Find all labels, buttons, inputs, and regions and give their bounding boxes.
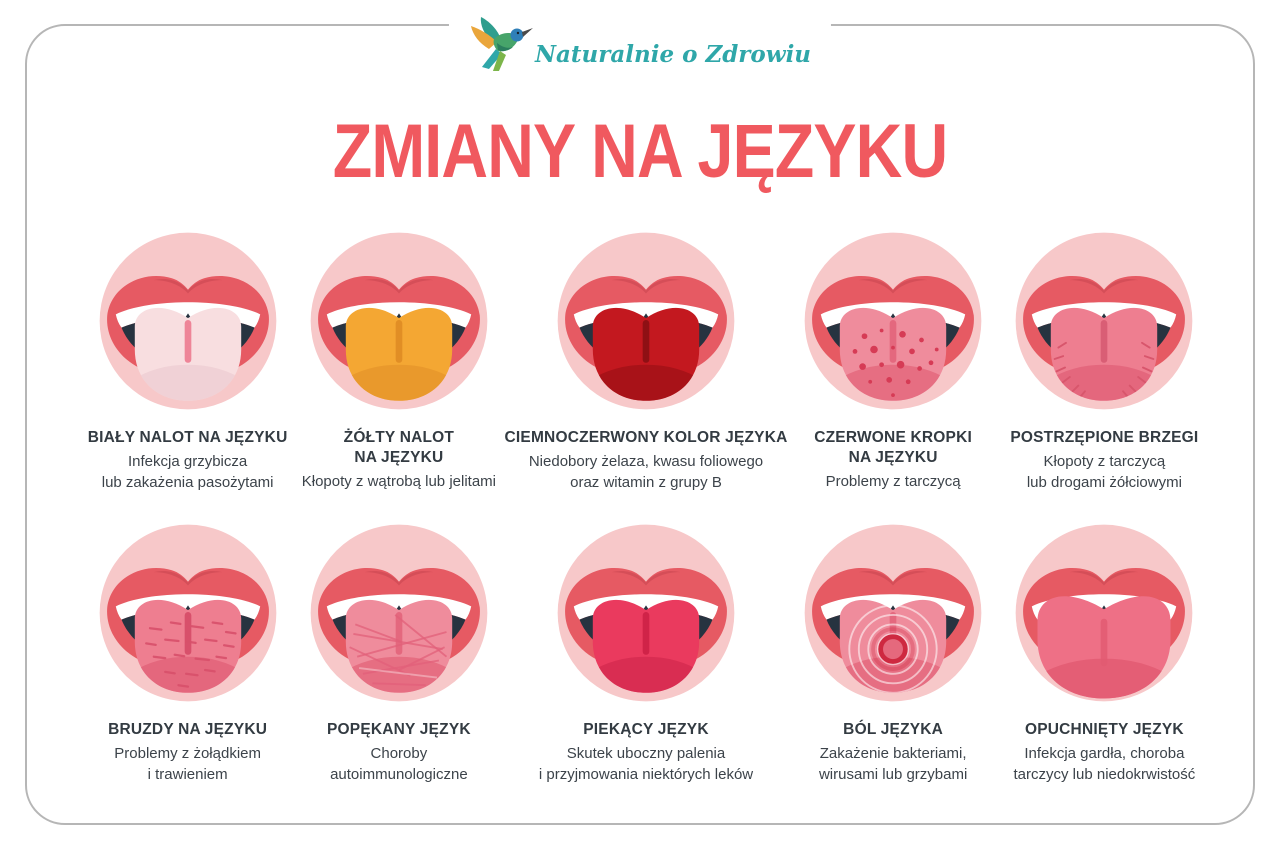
tongue-item: [293, 226, 504, 518]
item-description: [1014, 743, 1196, 785]
tongue-item: [82, 518, 293, 810]
tongue-item: [293, 518, 504, 810]
item-title-line: BRUZDY NA JĘZYKU: [108, 721, 268, 738]
item-description: [1027, 451, 1182, 493]
item-description-line: Infekcja gardła, choroba: [1024, 745, 1185, 762]
item-description-line: Kłopoty z tarczycą: [1043, 453, 1166, 470]
logo-wordmark: Naturalnie o Zdrowiu: [534, 41, 812, 68]
item-title-line: BIAŁY NALOT NA JĘZYKU: [87, 429, 288, 446]
item-description-line: oraz witamin z grupy B: [570, 474, 722, 491]
item-description-line: wirusami lub grzybami: [818, 766, 968, 783]
item-title: [327, 720, 471, 740]
item-description: [330, 743, 468, 785]
item-title-line: POSTRZĘPIONE BRZEGI: [1010, 429, 1199, 446]
item-title-line: NA JĘZYKU: [848, 449, 938, 466]
item-title-line: CIEMNOCZERWONY KOLOR JĘZYKA: [504, 429, 788, 446]
item-description: [539, 743, 753, 785]
tongue-item: [82, 226, 293, 518]
item-title-line: ŻÓŁTY NALOT: [343, 429, 455, 446]
item-description-line: Niedobory żelaza, kwasu foliowego: [528, 453, 764, 470]
tongue-illustration-swollen: [1009, 518, 1199, 708]
item-description-line: Choroby: [370, 745, 428, 762]
tongue-illustration-dark-red: [551, 226, 741, 416]
tongue-item: [999, 226, 1210, 518]
site-logo: [449, 4, 831, 76]
item-title-line: NA JĘZYKU: [354, 449, 444, 466]
item-description: [826, 471, 961, 492]
tongue-illustration-red-dots: [798, 226, 988, 416]
item-title-line: BÓL JĘZYKA: [843, 721, 944, 738]
item-description-line: Zakażenie bakteriami,: [819, 745, 967, 762]
tongue-illustration-burning: [551, 518, 741, 708]
item-description-line: i przyjmowania niektórych leków: [538, 766, 754, 783]
item-description-line: Problemy z żołądkiem: [114, 745, 261, 762]
item-description-line: Infekcja grzybicza: [128, 453, 248, 470]
tongue-item: [505, 226, 788, 518]
item-title: [1010, 428, 1198, 448]
tongue-grid: [82, 226, 1210, 810]
item-description-line: autoimmunologiczne: [330, 766, 468, 783]
item-title: [505, 428, 788, 448]
item-description: [819, 743, 967, 785]
tongue-illustration-grooves: [93, 518, 283, 708]
item-title: [583, 720, 709, 740]
item-description: [529, 451, 763, 493]
item-title: [814, 428, 972, 468]
item-title-line: OPUCHNIĘTY JĘZYK: [1024, 721, 1184, 738]
tongue-item: [788, 226, 999, 518]
tongue-item: [505, 518, 788, 810]
item-description: [114, 743, 261, 785]
tongue-item: [999, 518, 1210, 810]
tongue-illustration-cracked: [304, 518, 494, 708]
tongue-illustration-fringed-edges: [1009, 226, 1199, 416]
item-title-line: PIEKĄCY JĘZYK: [583, 721, 709, 738]
item-title: [344, 428, 454, 468]
item-description-line: Kłopoty z wątrobą lub jelitami: [301, 473, 496, 490]
item-description-line: Skutek uboczny palenia: [566, 745, 726, 762]
tongue-illustration-pain-rings: [798, 518, 988, 708]
tongue-illustration-yellow-coating: [304, 226, 494, 416]
tongue-item: [788, 518, 999, 810]
item-title-line: CZERWONE KROPKI: [814, 429, 972, 446]
item-description-line: lub drogami żółciowymi: [1026, 474, 1182, 491]
hummingbird-icon: [469, 16, 533, 76]
page-title: ZMIANY NA JĘZYKU: [332, 109, 948, 194]
item-description: [102, 451, 274, 493]
item-description-line: tarczycy lub niedokrwistość: [1013, 766, 1196, 783]
item-title: [108, 720, 267, 740]
tongue-illustration-white-coating: [93, 226, 283, 416]
item-description-line: lub zakażenia pasożytami: [101, 474, 274, 491]
item-title: [1025, 720, 1184, 740]
item-description-line: i trawieniem: [147, 766, 228, 783]
item-description: [302, 471, 496, 492]
item-title: [88, 428, 288, 448]
item-description-line: Problemy z tarczycą: [825, 473, 961, 490]
item-title: [843, 720, 943, 740]
item-title-line: POPĘKANY JĘZYK: [326, 721, 471, 738]
